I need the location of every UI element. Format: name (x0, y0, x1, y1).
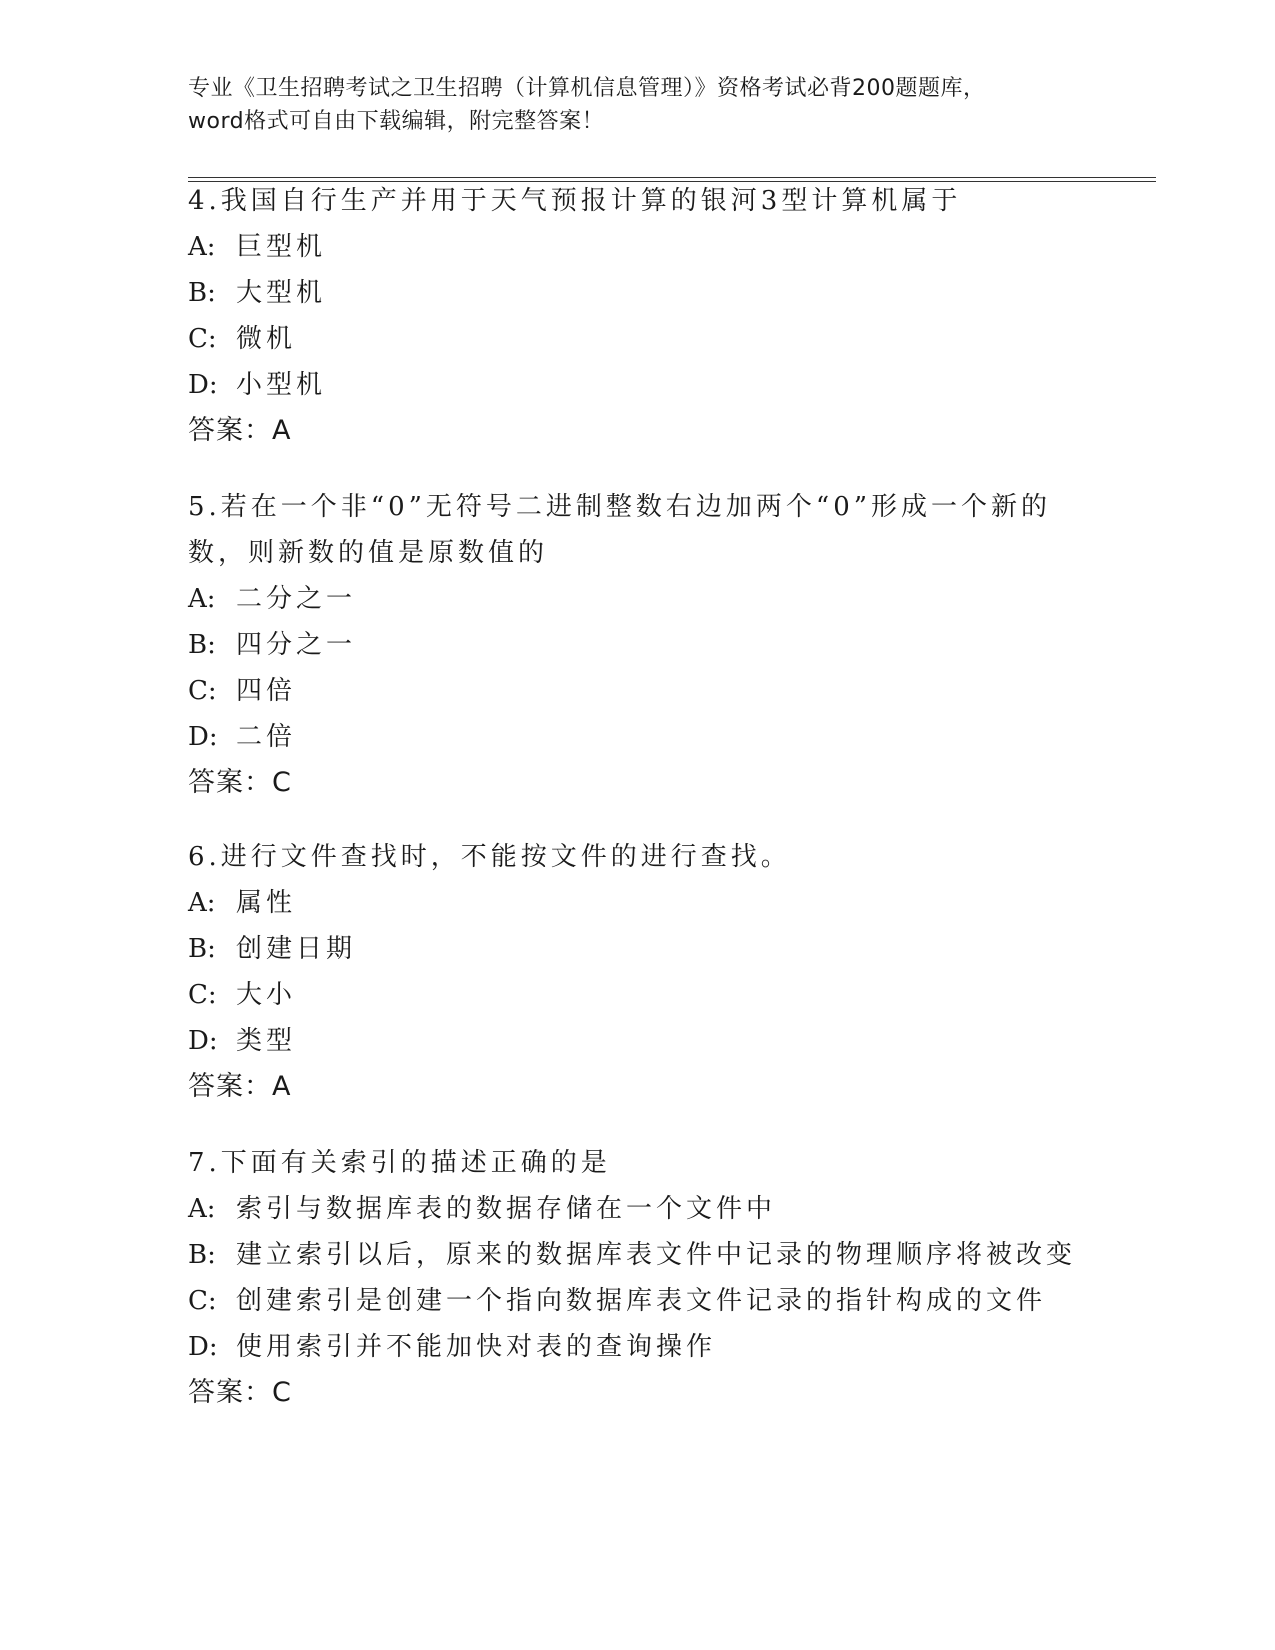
option-b (188, 622, 1088, 668)
option-label: A: (188, 1194, 216, 1224)
option-text: 四分之一 (236, 630, 357, 660)
option-text: 四倍 (236, 676, 297, 706)
answer: 答案：A (188, 1071, 292, 1102)
option-text: 类型 (236, 1026, 297, 1056)
option-label: B: (188, 934, 216, 964)
option-c (188, 972, 1088, 1018)
option-label: C: (188, 980, 217, 1010)
question-7 (188, 1140, 1088, 1416)
answer: 答案：C (188, 767, 292, 798)
option-label: A: (188, 888, 216, 918)
option-b (188, 270, 1088, 316)
option-b (188, 1232, 1088, 1278)
question-4 (188, 178, 1088, 454)
option-text: 巨型机 (236, 232, 327, 262)
option-a (188, 880, 1088, 926)
option-label: D: (188, 722, 218, 752)
option-label: C: (188, 676, 217, 706)
option-label: B: (188, 630, 216, 660)
option-d (188, 714, 1088, 760)
question-5 (188, 484, 1088, 806)
option-text: 属性 (236, 888, 297, 918)
option-text: 创建索引是创建一个指向数据库表文件记录的指针构成的文件 (236, 1286, 1047, 1316)
option-a (188, 576, 1088, 622)
option-text: 索引与数据库表的数据存储在一个文件中 (236, 1194, 777, 1224)
option-c (188, 1278, 1088, 1324)
option-label: B: (188, 278, 216, 308)
option-label: A: (188, 232, 216, 262)
answer: 答案：A (188, 415, 292, 446)
header-line-1: 专业《卫生招聘考试之卫生招聘（计算机信息管理）》资格考试必背200题题库， (188, 76, 986, 101)
option-d (188, 362, 1088, 408)
question-stem: 6.进行文件查找时，不能按文件的进行查找。 (188, 842, 791, 872)
option-a (188, 1186, 1088, 1232)
option-label: D: (188, 1026, 218, 1056)
question-stem: 5.若在一个非“0”无符号二进制整数右边加两个“0”形成一个新的 (188, 492, 1052, 522)
option-d (188, 1324, 1088, 1370)
question-stem: 7.下面有关索引的描述正确的是 (188, 1148, 611, 1178)
option-label: B: (188, 1240, 216, 1270)
option-text: 小型机 (236, 370, 327, 400)
option-d (188, 1018, 1088, 1064)
option-b (188, 926, 1088, 972)
header-line-2: word格式可自由下载编辑，附完整答案！ (188, 109, 605, 134)
option-label: D: (188, 1332, 218, 1362)
option-c (188, 316, 1088, 362)
option-c (188, 668, 1088, 714)
option-label: A: (188, 584, 216, 614)
answer: 答案：C (188, 1377, 292, 1408)
option-label: C: (188, 324, 217, 354)
document-header (188, 72, 1088, 138)
option-text: 二分之一 (236, 584, 357, 614)
question-stem: 4.我国自行生产并用于天气预报计算的银河3型计算机属于 (188, 186, 962, 216)
option-text: 大小 (236, 980, 297, 1010)
option-label: C: (188, 1286, 217, 1316)
option-text: 大型机 (236, 278, 327, 308)
question-6 (188, 834, 1088, 1110)
option-text: 使用索引并不能加快对表的查询操作 (236, 1332, 717, 1362)
option-text: 微机 (236, 324, 297, 354)
question-stem-continued: 数，则新数的值是原数值的 (188, 538, 549, 568)
option-text: 建立索引以后，原来的数据库表文件中记录的物理顺序将被改变 (236, 1240, 1077, 1270)
option-label: D: (188, 370, 218, 400)
option-text: 创建日期 (236, 934, 357, 964)
option-a (188, 224, 1088, 270)
option-text: 二倍 (236, 722, 297, 752)
